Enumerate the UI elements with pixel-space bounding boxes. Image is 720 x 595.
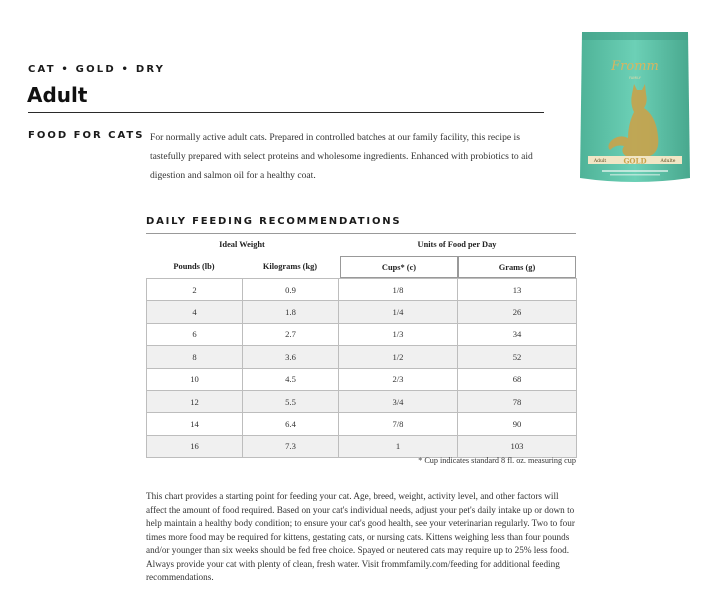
cup-footnote: * Cup indicates standard 8 fl. oz. measuring cup: [418, 456, 576, 465]
table-row: [147, 323, 577, 345]
cell-g: 90: [458, 413, 577, 435]
page-title: Adult: [27, 83, 88, 107]
feeding-note: This chart provides a starting point for feeding your cat. Age, breed, weight, activity level, and other factors will affect the amount of food required. Based on your cat's individual needs, adjust your pet's daily intake up or down to help maintain a healthy body condition; to ensure your cat's good health, see your veterinarian regularly. Two to four times more food may be required for kittens, gestating cats, or nursing cats. Kittens weighing less than four pounds and/or younger than six weeks should be fed free choice. Spayed or neutered cats may require up to 25% less food. Always provide your cat with plenty of clean, fresh water. Visit frommfamily.com/feeding for additional feeding recommendations.: [146, 491, 575, 582]
feeding-table: [146, 233, 576, 458]
cell-lb: 2: [147, 279, 243, 301]
cell-cups: 7/8: [339, 413, 458, 435]
cell-cups: 2/3: [339, 368, 458, 390]
cell-lb: 4: [147, 301, 243, 323]
cell-lb: 14: [147, 413, 243, 435]
cell-kg: 7.3: [243, 435, 339, 457]
bag-seal: [582, 32, 688, 40]
product-bag-image: [576, 28, 694, 188]
product-category: CAT • GOLD • DRY: [28, 64, 166, 75]
group-ideal-weight: Ideal Weight: [219, 240, 265, 249]
cell-kg: 5.5: [243, 390, 339, 412]
cell-cups: 1/4: [339, 301, 458, 323]
cell-lb: 16: [147, 435, 243, 457]
cell-g: 68: [458, 368, 577, 390]
cell-cups: 1/2: [339, 346, 458, 368]
table-row: [147, 301, 577, 323]
table-row: [147, 346, 577, 368]
cell-cups: 1/8: [339, 279, 458, 301]
bag-fineprint: [610, 174, 660, 176]
cell-g: 103: [458, 435, 577, 457]
group-units-per-day: Units of Food per Day: [417, 240, 497, 249]
cell-g: 13: [458, 279, 577, 301]
bag-family: FAMILY: [629, 76, 641, 80]
table-column-header: [146, 256, 576, 278]
cell-kg: 1.8: [243, 301, 339, 323]
cell-g: 26: [458, 301, 577, 323]
cell-kg: 2.7: [243, 323, 339, 345]
table-row: [147, 435, 577, 457]
cell-cups: 1/3: [339, 323, 458, 345]
col-pounds: Pounds (lb): [173, 262, 215, 271]
bag-brand: Fromm: [611, 59, 659, 74]
bag-gold: GOLD: [623, 156, 647, 166]
cell-lb: 12: [147, 390, 243, 412]
product-description: For normally active adult cats. Prepared in controlled batches at our family facility, this recipe is tastefully prepared with select proteins and wholesome ingredients. Enhanced with probiotics to aid digestion and salmon oil for a healthy coat.: [150, 132, 533, 181]
cell-lb: 8: [147, 346, 243, 368]
cell-g: 34: [458, 323, 577, 345]
cell-cups: 3/4: [339, 390, 458, 412]
cell-lb: 6: [147, 323, 243, 345]
section-label: FOOD FOR CATS: [28, 130, 145, 141]
col-grams: Grams (g): [458, 256, 576, 278]
cell-kg: 4.5: [243, 368, 339, 390]
cell-kg: 0.9: [243, 279, 339, 301]
cell-lb: 10: [147, 368, 243, 390]
table-row: [147, 390, 577, 412]
title-divider: [28, 112, 544, 113]
col-cups: Cups* (c): [340, 256, 458, 278]
table-group-header: [146, 233, 576, 256]
cell-g: 52: [458, 346, 577, 368]
bag-fineprint: [602, 170, 668, 172]
table-row: [147, 368, 577, 390]
cell-cups: 1: [339, 435, 458, 457]
table-row: [147, 279, 577, 301]
col-kilograms: Kilograms (kg): [262, 262, 318, 271]
table-row: [147, 413, 577, 435]
feeding-table-body: [146, 278, 577, 458]
bag-right-label: Adulte: [660, 159, 676, 164]
cell-g: 78: [458, 390, 577, 412]
feeding-table-title: DAILY FEEDING RECOMMENDATIONS: [146, 216, 402, 227]
bag-left-label: Adult: [593, 159, 607, 164]
cell-kg: 3.6: [243, 346, 339, 368]
cell-kg: 6.4: [243, 413, 339, 435]
